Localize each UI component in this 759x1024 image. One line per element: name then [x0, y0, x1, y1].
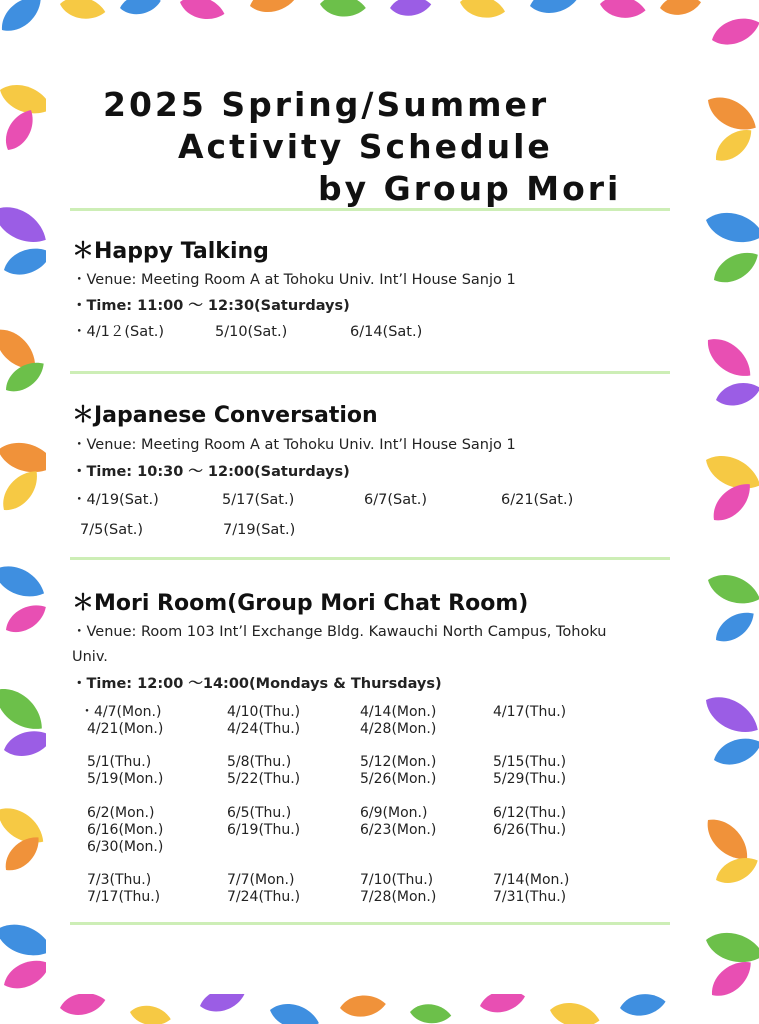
date: 6/16(Mon.): [87, 822, 164, 838]
time-text: ・Time: 11:00 ～ 12:30(Saturdays): [72, 298, 350, 314]
title-line-2: Activity Schedule: [178, 127, 553, 166]
date: 5/26(Mon.): [360, 771, 437, 787]
date: 4/21(Mon.): [87, 721, 164, 737]
time-text: ・Time: 12:00 ～14:00(Mondays & Thursdays): [72, 676, 442, 692]
date: ・4/7(Mon.): [80, 704, 162, 720]
date: 5/10(Sat.): [215, 324, 288, 340]
date: 4/14(Mon.): [360, 704, 437, 720]
divider: [70, 371, 670, 374]
date: 6/14(Sat.): [350, 324, 423, 340]
date: 7/19(Sat.): [223, 522, 296, 538]
divider: [70, 208, 670, 211]
date: ・4/19(Sat.): [72, 492, 159, 508]
venue-text-continued: Univ.: [72, 649, 108, 665]
section-title-happy-talking: ＊Happy Talking: [72, 239, 269, 264]
date: 4/28(Mon.): [360, 721, 437, 737]
venue-text: ・Venue: Meeting Room A at Tohoku Univ. Int’l House Sanjo 1: [72, 272, 516, 288]
date: 7/31(Thu.): [493, 889, 567, 905]
date: 6/12(Thu.): [493, 805, 567, 821]
title-line-1: 2025 Spring/Summer: [103, 85, 550, 124]
date: 7/5(Sat.): [80, 522, 144, 538]
date: 5/17(Sat.): [222, 492, 295, 508]
date: 6/26(Thu.): [493, 822, 567, 838]
date: 6/5(Thu.): [227, 805, 292, 821]
date: 5/29(Thu.): [493, 771, 567, 787]
date: 7/17(Thu.): [87, 889, 161, 905]
date: 6/19(Thu.): [227, 822, 301, 838]
date: 5/12(Mon.): [360, 754, 437, 770]
section-title-japanese-conversation: ＊Japanese Conversation: [72, 403, 378, 428]
date: 7/7(Mon.): [227, 872, 295, 888]
date: 6/2(Mon.): [87, 805, 155, 821]
section-title-mori-room: ＊Mori Room(Group Mori Chat Room): [72, 591, 529, 616]
date: 7/28(Mon.): [360, 889, 437, 905]
date: 6/7(Sat.): [364, 492, 428, 508]
date: 7/24(Thu.): [227, 889, 301, 905]
date: 5/19(Mon.): [87, 771, 164, 787]
date: 5/1(Thu.): [87, 754, 152, 770]
right-leaves: [699, 12, 759, 1004]
title-line-3: by Group Mori: [318, 169, 622, 208]
date: 7/14(Mon.): [493, 872, 570, 888]
date: 6/23(Mon.): [360, 822, 437, 838]
date: 4/17(Thu.): [493, 704, 567, 720]
date: 7/10(Thu.): [360, 872, 434, 888]
date: 5/8(Thu.): [227, 754, 292, 770]
date: 5/22(Thu.): [227, 771, 301, 787]
date: 6/21(Sat.): [501, 492, 574, 508]
top-leaves: [58, 0, 702, 24]
time-text: ・Time: 10:30 ～ 12:00(Saturdays): [72, 464, 350, 480]
date: 4/10(Thu.): [227, 704, 301, 720]
date: 6/9(Mon.): [360, 805, 428, 821]
date: 5/15(Thu.): [493, 754, 567, 770]
date: ・4/1２(Sat.): [72, 324, 165, 340]
divider: [70, 557, 670, 560]
date: 4/24(Thu.): [227, 721, 301, 737]
venue-text: ・Venue: Meeting Room A at Tohoku Univ. Int’l House Sanjo 1: [72, 437, 516, 453]
venue-text: ・Venue: Room 103 Int’l Exchange Bldg. Kawauchi North Campus, Tohoku: [72, 624, 607, 640]
date: 6/30(Mon.): [87, 839, 164, 855]
date: 7/3(Thu.): [87, 872, 152, 888]
divider: [70, 922, 670, 925]
